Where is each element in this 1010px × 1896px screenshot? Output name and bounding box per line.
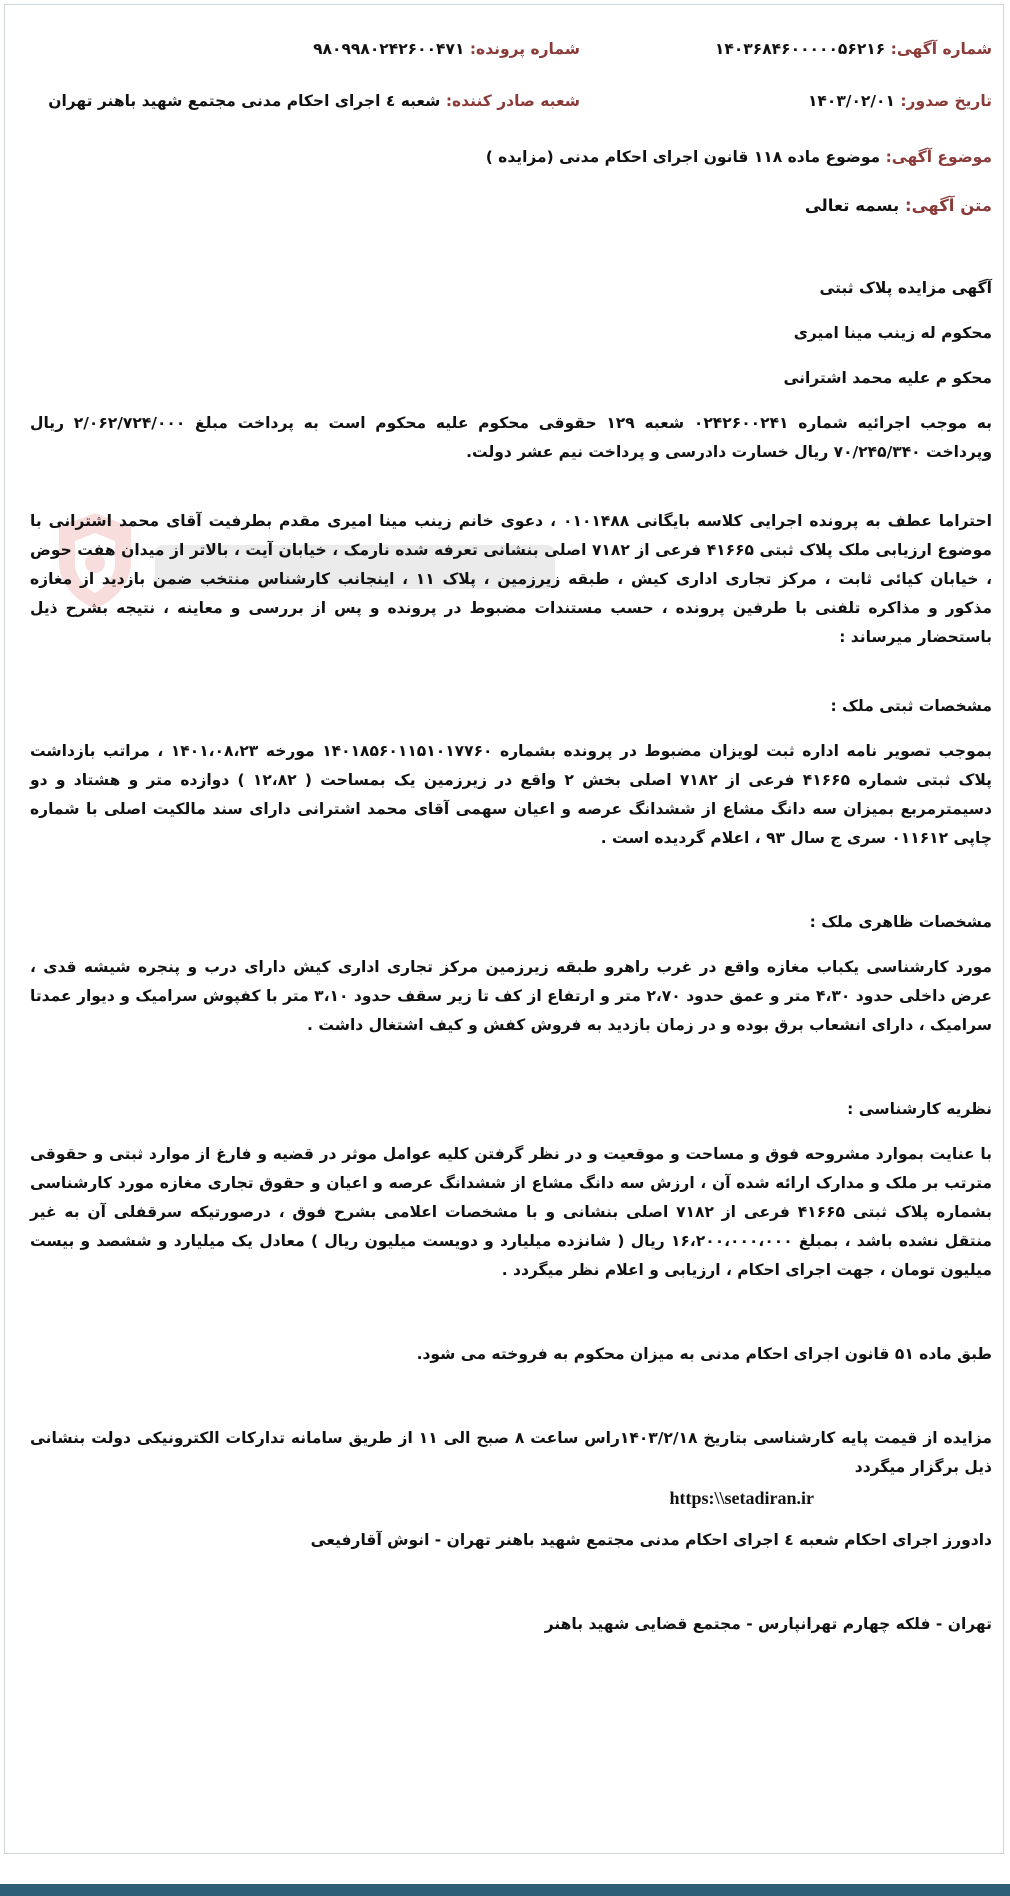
notice-body-label [30,196,992,256]
notice-content [30,40,992,1639]
setadiran-link[interactable]: https:\\setadiran.ir [669,1488,814,1508]
expert-opinion-heading: نظریه کارشناسی : [847,1100,992,1118]
notice-subject [30,148,992,196]
subject-label: موضوع آگهی: [885,148,992,166]
notice-title: آگهی مزایده پلاک ثبتی [819,279,992,297]
meta-row-1 [30,40,992,92]
registration-paragraph: بموجب تصویر نامه اداره ثبت لویزان مضبوط در پرونده بشماره ۱۴۰۱۸۵۶۰۱۱۵۱۰۱۷۷۶۰ مورخه ۱۴۰۱،۰۸،۲۳ ، مراتب بازداشت پلاک ثبتی شماره ۴۱۶۶۵ فرعی از ۷۱۸۲ اصلی بخش ۲ واقع در زیرزمین یک بمساحت ( ۱۲،۸۲ ) دوازده متر و هشتاد و دو دسیمترمربع بمیزان سه دانگ مشاع از ششدانگ عرصه و اعیان سهمی آقای محمد اشترانی دارای سند مالکیت اصلی با شماره چاپی ۰۱۱۶۱۲ سری ج سال ۹۳ ، اعلام گردیده است . [30,742,992,847]
issue-date-label: تاریخ صدور: [900,92,992,110]
issuing-branch-value: شعبه ٤ اجرای احکام مدنی مجتمع شهید باهنر تهران [48,92,441,110]
file-number [30,40,580,58]
signatory-line: دادورز اجرای احکام شعبه ٤ اجرای احکام مدنی مجتمع شهید باهنر تهران - انوش آقارفیعی [310,1531,992,1549]
issuing-branch [30,92,580,110]
plaintiff-line: محکوم له زینب مینا امیری [793,324,992,342]
defendant-line: محکو م علیه محمد اشترانی [783,369,992,387]
issuing-branch-label: شعبه صادر کننده: [445,92,580,110]
footer-bar [0,1884,1010,1896]
registration-heading: مشخصات ثبتی ملک : [830,697,992,715]
expert-opinion-paragraph: با عنایت بموارد مشروحه فوق و مساحت و موقعیت و در نظر گرفتن کلیه عوامل موثر در قضیه و فارغ از موارد ثبتی و حقوقی مترتب بر ملک و مدارک ارائه شده آن ، ارزش سه دانگ مشاع از ششدانگ عرصه و اعیان و حقوق تجاری مغازه مورد کارشناسی بشماره پلاک ثبتی ۴۱۶۶۵ فرعی از ۷۱۸۲ اصلی بنشانی و با مشخصات اعلامی بشرح فوق ، درصورتیکه سرقفلی آن به غیر منتقل نشده باشد ، بمبلغ ۱۶،۲۰۰،۰۰۰،۰۰۰ ریال ( شانزده میلیارد و دویست میلیون ریال ) معادل یک میلیارد و ششصد و بیست میلیون تومان ، جهت اجرای احکام ، ارزیابی و اعلام نظر میگردد . [30,1145,992,1279]
body-value: بسمه تعالی [804,196,900,215]
notice-number-label: شماره آگهی: [890,40,992,58]
body-label: متن آگهی: [905,196,992,215]
subject-value: موضوع ماده ۱۱۸ قانون اجرای احکام مدنی (مزایده ) [485,148,881,166]
file-number-label: شماره پرونده: [469,40,580,58]
auction-paragraph: مزایده از قیمت پایه کارشناسی بتاریخ ۱۴۰۳/۲/۱۸راس ساعت ۸ صبح الی ۱۱ از طریق سامانه تدارکات الکترونیکی دولت بنشانی ذیل برگزار میگردد [30,1429,992,1476]
intro-paragraph: به موجب اجرائیه شماره ۰۲۴۲۶۰۰۲۴۱ شعبه ۱۲۹ حقوقی محکوم علیه محکوم است به پرداخت مبلغ ۲/۰۶۲/۷۲۴/۰۰۰ ریال وپرداخت ۷۰/۲۴۵/۳۴۰ ریال خسارت دادرسی و پرداخت نیم عشر دولت. [30,414,992,461]
address-line: تهران - فلکه چهارم تهرانپارس - مجتمع قضایی شهید باهنر [544,1615,992,1633]
article-51-line: طبق ماده ۵۱ قانون اجرای احکام مدنی به میزان محکوم به فروخته می شود. [416,1345,992,1363]
url-line [30,1488,992,1522]
notice-number [580,40,992,58]
issue-date-value: ۱۴۰۳/۰۲/۰۱ [807,92,895,110]
issue-date [580,92,992,110]
physical-heading: مشخصات ظاهری ملک : [809,913,992,931]
expert-intro-paragraph: احتراما عطف به پرونده اجرایی کلاسه بایگانی ۰۱۰۱۴۸۸ ، دعوی خانم زینب مینا امیری مقدم بطرفیت آقای محمد اشترانی با موضوع ارزیابی ملک پلاک ثبتی ۴۱۶۶۵ فرعی از ۷۱۸۲ اصلی بنشانی تعرفه شده نارمک ، خیابان آیت ، بالاتر از میدان هفت حوض ، خیابان کیائی ثابت ، مرکز تجاری اداری کیش ، طبقه زیرزمین ، پلاک ۱۱ ، اینجانب کارشناس منتخب ضمن بازدید از مغازه مذکور و مذاکره تلفنی با طرفین پرونده ، حسب مستندات مضبوط در پرونده و پس از بررسی و معاینه ، نتیجه بشرح ذیل باستحضار میرساند : [30,512,992,646]
physical-paragraph: مورد کارشناسی یکباب مغازه واقع در غرب راهرو طبقه زیرزمین مرکز تجاری اداری کیش دارای درب و پنجره شیشه قدی ، عرض داخلی حدود ۴،۳۰ متر و عمق حدود ۲،۷۰ متر و ارتفاع از کف تا زیر سقف حدود ۳،۱۰ متر با کفپوش سرامیک و دیوار عمدتا سرامیک ، دارای انشعاب برق بوده و در زمان بازدید به فروش کفش و کیف اشتغال داشت . [30,958,992,1034]
file-number-value: ۹۸۰۹۹۸۰۲۴۲۶۰۰۴۷۱ [313,40,465,58]
notice-number-value: ۱۴۰۳۶۸۴۶۰۰۰۰۰۵۶۲۱۶ [714,40,886,58]
meta-row-2 [30,92,992,144]
